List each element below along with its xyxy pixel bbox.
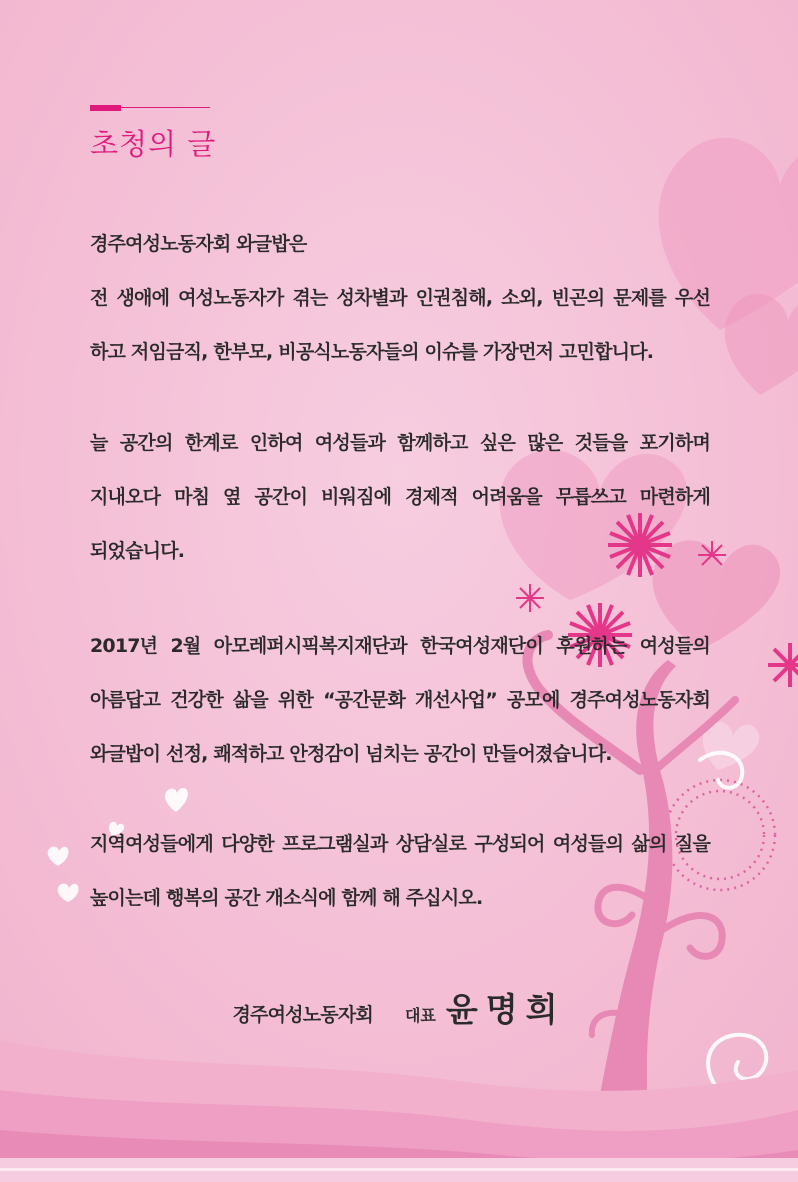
title-accent-bar [90, 105, 121, 111]
paragraph-line: 경주여성노동자회 와글밥은 [90, 233, 307, 255]
signature-role: 대표 [404, 1006, 436, 1025]
paragraph-line: 하고 저임금직, 한부모, 비공식노동자들의 이슈를 가장먼저 고민합니다. [90, 341, 654, 363]
signature-organization: 경주여성노동자회 [232, 1004, 373, 1026]
paragraph-invitation [90, 829, 710, 937]
paragraph-line: 전 생애에 여성노동자가 겪는 성차별과 인권침해, 소외, 빈곤의 문제를 우선 [90, 287, 710, 309]
paragraph-line: 지내오다 마침 옆 공간이 비워짐에 경제적 어려움을 무릅쓰고 마련하게 [90, 486, 710, 508]
paragraph-line: 늘 공간의 한계로 인하여 여성들과 함께하고 싶은 많은 것들을 포기하며 [90, 432, 710, 454]
paragraph-line: 높이는데 행복의 공간 개소식에 함께 해 주십시오. [90, 887, 483, 909]
paragraph-space [90, 428, 710, 590]
signature-name: 윤명희 [445, 990, 566, 1029]
paragraph-line: 와글밥이 선정, 쾌적하고 안정감이 넘치는 공간이 만들어졌습니다. [90, 743, 612, 765]
page-title: 초청의 글 [90, 127, 217, 161]
signature [0, 984, 798, 1031]
title-accent-line [121, 107, 210, 108]
paragraph-line: 2017년 2월 아모레퍼시픽복지재단과 한국여성재단이 후원하는 여성들의 [90, 635, 710, 657]
paragraph-project [90, 631, 710, 793]
paragraph-intro [90, 229, 710, 391]
paragraph-line: 아름답고 건강한 삶을 위한 “공간문화 개선사업” 공모에 경주여성노동자회 [90, 689, 710, 711]
paragraph-line: 되었습니다. [90, 540, 185, 562]
paragraph-line: 지역여성들에게 다양한 프로그램실과 상담실로 구성되어 여성들의 삶의 질을 [90, 833, 710, 855]
